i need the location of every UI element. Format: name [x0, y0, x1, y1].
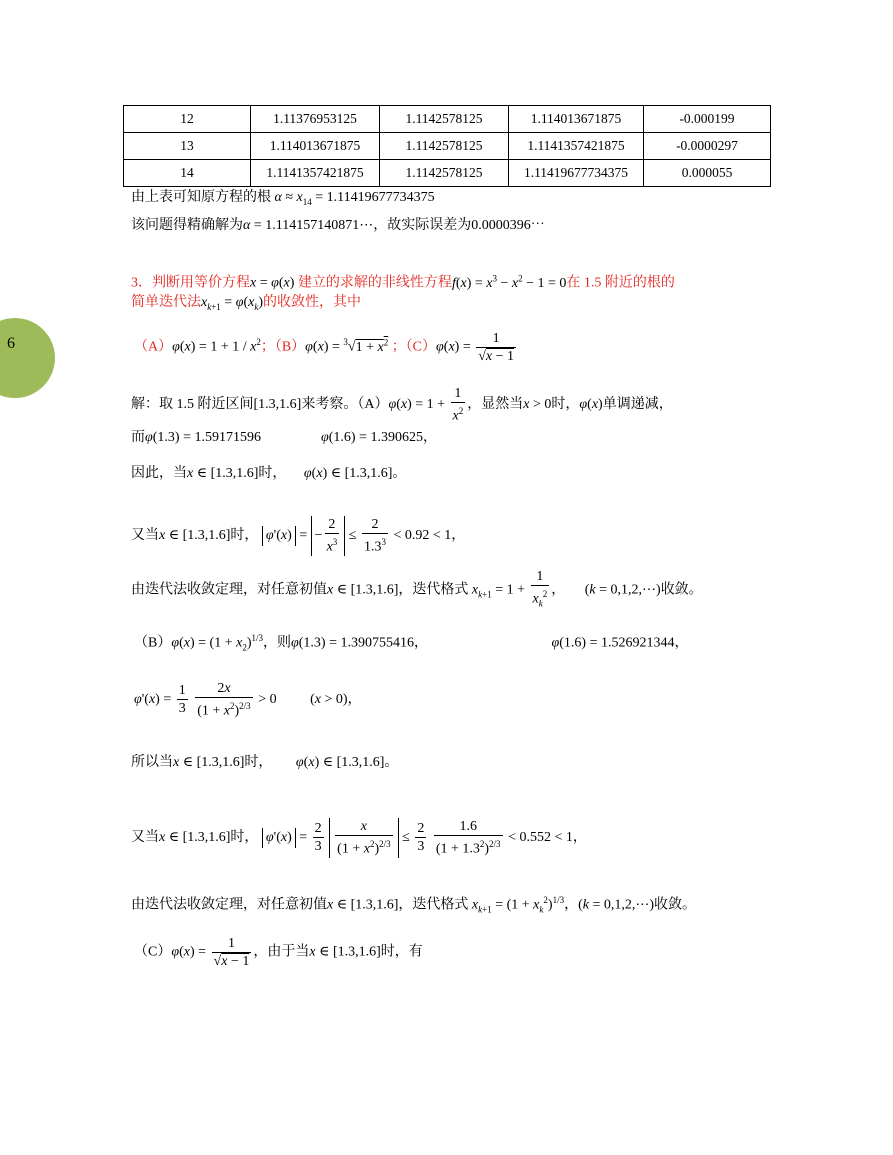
exact-value: 1.114157140871⋯: [265, 218, 374, 233]
solution-a-conclusion: 由迭代法收敛定理，对任意初值x ∈ [1.3,1.6]，迭代格式 $x_{k+1} = 1$ + $\frac{1}{x_k^2}$ ， (k = 0,1,2,⋯)收敛。: [131, 569, 703, 609]
table-cell: 1.1142578125: [380, 106, 509, 133]
text-run: 简单迭代法: [131, 295, 201, 310]
text-run: 该问题得精确解为: [131, 218, 243, 233]
text-run: 时，: [230, 830, 259, 846]
text-run: 单调递减，: [602, 397, 673, 413]
table-row: [124, 160, 771, 187]
table-cell: 1.1141357421875: [251, 160, 380, 187]
question-3-line1: 3．判断用等价方程x = φ(x) 建立的求解的非线性方程$f(x) = x^3 - x^2 - 1 = 0$在 1.5 附近的根的: [131, 273, 675, 291]
text-run: ，显然当: [467, 397, 524, 413]
text-run: 时，: [244, 755, 273, 770]
root-value: 1.11419677734375: [326, 190, 435, 205]
bound-value: 0.92: [404, 528, 430, 544]
text-run: 由迭代法收敛定理，对任意初值: [131, 897, 327, 913]
text-run: 时，: [230, 528, 259, 544]
value: 1.59171596: [194, 430, 261, 445]
table-cell: 1.114013671875: [251, 133, 380, 160]
text-run: ，迭代格式: [398, 582, 469, 598]
interval: [1.3,1.6]: [350, 582, 399, 598]
text-run: ，由于当: [253, 944, 310, 960]
text-run: 收敛。: [654, 897, 697, 913]
interval: [1.3,1.6]: [196, 755, 245, 770]
interval: [1.3,1.6]: [210, 466, 259, 481]
option-c-label: ；（C）: [391, 339, 437, 355]
text-run: 又当: [131, 830, 159, 846]
text-run: ，则: [263, 635, 292, 651]
option-b-label: ；（B）: [260, 339, 306, 355]
text-run: 由上表可知原方程的根: [131, 190, 271, 205]
page-number: 6: [7, 335, 15, 352]
table-cell: 1.114013671875: [509, 106, 644, 133]
text-run: 解：取 1.5 附近区间: [131, 397, 254, 413]
text-run: 来考察。（A）: [301, 397, 389, 413]
interval: [1.3,1.6]: [344, 466, 393, 481]
page-number-badge: [0, 318, 55, 398]
table-cell: 1.1142578125: [380, 133, 509, 160]
text-run: 的收敛性，其中: [263, 295, 362, 310]
text-run: ，迭代格式: [398, 897, 469, 913]
root-conclusion: 由上表可知原方程的根 $\alpha \approx x_{14} = 1.11419677734375$: [131, 190, 435, 207]
table-cell: -0.0000297: [644, 133, 771, 160]
table-row: [124, 106, 771, 133]
text-run: 而: [131, 430, 145, 445]
text-run: 建立的求解的非线性方程: [297, 275, 452, 291]
bound-value: 0.552: [519, 830, 551, 846]
solution-a-range: 因此，当x ∈ [1.3,1.6]时， φ(x) ∈ [1.3,1.6]。: [131, 466, 407, 481]
table-cell: 1.1141357421875: [509, 133, 644, 160]
interval: [1.3,1.6]: [182, 830, 231, 846]
value: 1.526921344: [600, 635, 675, 651]
table-cell: 12: [124, 106, 251, 133]
text-run: 3．判断用等价方程: [131, 275, 250, 291]
text-run: 因此，当: [131, 466, 187, 481]
table-cell: 1.11419677734375: [509, 160, 644, 187]
text-run: 又当: [131, 528, 159, 544]
table-cell: 0.000055: [644, 160, 771, 187]
interval: [1.3,1.6]: [350, 897, 399, 913]
value: 1.390625: [370, 430, 423, 445]
exact-solution-line: 该问题得精确解为α = 1.114157140871⋯，故实际误差为0.0000396⋯: [131, 218, 545, 233]
iteration-table: [123, 105, 771, 187]
table-row: [124, 133, 771, 160]
question-3-options: $(A)\varphi(x) = 1 + 1 / x^2$；$(B)\varphi(x) = ^3√1 + x^2$ ；（C）φ(x) = $\frac{1}{√x - 1}$: [134, 331, 515, 364]
solution-a-values: 而φ(1.3) = 1.59171596 φ(1.6) = 1.390625，: [131, 430, 437, 445]
solution-b-bound: 又当x ∈ [1.3,1.6]时， φ'(x) = $\frac{2}{3}$ $\frac{x}{(1 + x^2)^{2/3}}$ ≤ $\frac{2}{3}$ $\frac{1.6}{(1 + 1.3^2)^{2/3}}$ < 0.552 < 1，: [131, 819, 587, 857]
text-run: 时，: [258, 466, 287, 481]
value: 1.390755416: [340, 635, 414, 651]
table-cell: 14: [124, 160, 251, 187]
interval: [1.3,1.6]: [253, 397, 302, 413]
solution-b-line1: $(B)\varphi(x) = (1 + x_2)^{1/3}$，则φ(1.3) = 1.390755416， φ(1.6) = 1.526921344，: [134, 633, 689, 653]
table-cell: 1.11376953125: [251, 106, 380, 133]
text-run: （B）: [134, 635, 172, 651]
solution-a-derivative: 又当x ∈ [1.3,1.6]时， φ'(x) = − $\frac{2}{x^3}$ ≤ $\frac{2}{1.3^3}$ < 0.92 < 1，: [131, 517, 466, 555]
solution-b-range: 所以当x ∈ [1.3,1.6]时， φ(x) ∈ [1.3,1.6]。: [131, 755, 399, 770]
error-value: 0.0000396⋯: [471, 218, 545, 233]
solution-b-conclusion: 由迭代法收敛定理，对任意初值x ∈ [1.3,1.6]，迭代格式 $x_{k+1} = (1 + x_k^2)^{1/3}$，(k = 0,1,2,⋯)收敛。: [131, 895, 697, 915]
solution-c-line1: （C）φ(x) = $\frac{1}{√x - 1}$ ，由于当x ∈ [1.3,1.6]时，有: [134, 936, 423, 969]
option-a-label: （A）: [134, 339, 173, 355]
table-cell: 1.1142578125: [380, 160, 509, 187]
text-run: 由迭代法收敛定理，对任意初值: [131, 582, 327, 598]
question-3-line2: 简单迭代法$x_{k+1} = \varphi(x_k)$的收敛性，其中: [131, 295, 362, 312]
table-cell: 13: [124, 133, 251, 160]
solution-b-derivative: φ'(x) = $\frac{1}{3}$ $\frac{2x}{(1 + x^2)^{2/3}}$ > 0 (x > 0)，: [134, 681, 362, 719]
text-run: 收敛。: [660, 582, 703, 598]
text-run: 所以当: [131, 755, 173, 770]
text-run: 时，有: [380, 944, 423, 960]
interval: [1.3,1.6]: [332, 944, 381, 960]
table-cell: -0.000199: [644, 106, 771, 133]
interval: [1.3,1.6]: [182, 528, 231, 544]
text-run: 在 1.5 附近的根的: [566, 275, 675, 291]
interval: [1.3,1.6]: [336, 755, 385, 770]
solution-a-line1: 解：取 1.5 附近区间[1.3,1.6]来考察。（A）φ(x) = 1 + $\frac{1}{x^2}$ ，显然当x > 0时，φ(x)单调递减，: [131, 386, 673, 424]
text-run: （C）: [134, 944, 172, 960]
text-run: ，故实际误差为: [373, 218, 472, 233]
text-run: 时，: [551, 397, 580, 413]
